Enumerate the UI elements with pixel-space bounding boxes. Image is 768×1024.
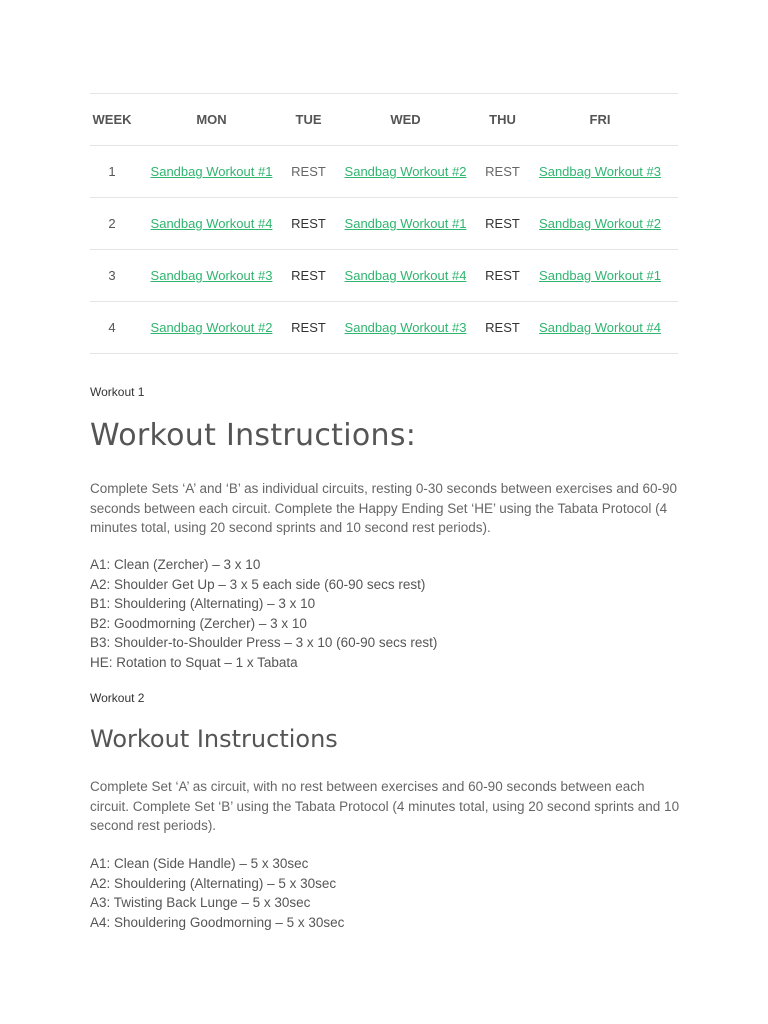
list-item: A3: Twisting Back Lunge – 5 x 30sec [90, 895, 311, 910]
list-item: A2: Shoulder Get Up – 3 x 5 each side (60-90 secs rest) [90, 576, 426, 592]
week-cell: 1 [90, 146, 134, 198]
rest-cell: REST [289, 198, 328, 250]
rest-cell: REST [289, 146, 328, 198]
workout-1-label: Workout 1 [90, 385, 145, 399]
workout-link[interactable]: Sandbag Workout #1 [150, 164, 273, 179]
table-row [90, 250, 678, 302]
fri-cell [522, 146, 678, 198]
week-cell: 3 [90, 250, 134, 302]
table-row [90, 198, 678, 250]
workout-2-exercise-list [90, 854, 344, 932]
workout-link[interactable]: Sandbag Workout #3 [344, 320, 467, 335]
workout-2-label: Workout 2 [90, 691, 145, 705]
workout-schedule-table [90, 93, 678, 354]
rest-cell: REST [483, 198, 522, 250]
column-header-mon: MON [134, 94, 289, 146]
list-item: B1: Shouldering (Alternating) – 3 x 10 [90, 596, 316, 611]
column-header-fri: FRI [522, 94, 678, 146]
list-item: A1: Clean (Side Handle) – 5 x 30sec [90, 856, 309, 871]
fri-cell [522, 198, 678, 250]
workout-link[interactable]: Sandbag Workout #2 [539, 216, 661, 231]
fri-cell [522, 250, 678, 302]
column-header-wed: WED [328, 94, 483, 146]
wed-cell [328, 146, 483, 198]
mon-cell [134, 250, 289, 302]
workout-1-instructions: Complete Sets ‘A’ and ‘B’ as individual circuits, resting 0-30 seconds between exercises and 60-90 seconds between each circuit. Complete the Happy Ending Set ‘HE’ using the Tabata Protocol (4 minutes total, using 20 second sprints and 10 second rest periods). [90, 481, 678, 535]
workout-link[interactable]: Sandbag Workout #4 [344, 268, 467, 283]
article-content [90, 93, 680, 930]
table-header-row [90, 94, 678, 146]
list-item: A4: Shouldering Goodmorning – 5 x 30sec [90, 914, 345, 930]
wed-cell [328, 302, 483, 354]
column-header-tue: TUE [289, 94, 328, 146]
mon-cell [134, 146, 289, 198]
workout-2-heading: Workout Instructions [90, 725, 338, 753]
workout-link[interactable]: Sandbag Workout #3 [150, 268, 273, 283]
workout-link[interactable]: Sandbag Workout #2 [344, 164, 467, 179]
list-item: HE: Rotation to Squat – 1 x Tabata [90, 654, 298, 670]
fri-cell [522, 302, 678, 354]
workout-link[interactable]: Sandbag Workout #1 [539, 268, 661, 283]
workout-link[interactable]: Sandbag Workout #1 [344, 216, 467, 231]
workout-2-instructions: Complete Set ‘A’ as circuit, with no rest between exercises and 60-90 seconds between each circuit. Complete Set ‘B’ using the Tabata Protocol (4 minutes total, using 20 second sprints and 10 second rest periods). [90, 779, 680, 833]
wed-cell [328, 198, 483, 250]
column-header-thu: THU [483, 94, 522, 146]
column-header-week: WEEK [90, 94, 134, 146]
workout-link[interactable]: Sandbag Workout #3 [539, 164, 661, 179]
wed-cell [328, 250, 483, 302]
rest-cell: REST [289, 302, 328, 354]
workout-link[interactable]: Sandbag Workout #4 [150, 216, 273, 231]
workout-link[interactable]: Sandbag Workout #4 [539, 320, 661, 335]
week-cell: 2 [90, 198, 134, 250]
rest-cell: REST [483, 250, 522, 302]
table-row [90, 146, 678, 198]
mon-cell [134, 198, 289, 250]
list-item: A1: Clean (Zercher) – 3 x 10 [90, 557, 261, 572]
list-item: B3: Shoulder-to-Shoulder Press – 3 x 10 (60-90 secs rest) [90, 635, 438, 650]
list-item: B2: Goodmorning (Zercher) – 3 x 10 [90, 615, 307, 631]
list-item: A2: Shouldering (Alternating) – 5 x 30sec [90, 875, 337, 891]
mon-cell [134, 302, 289, 354]
workout-link[interactable]: Sandbag Workout #2 [150, 320, 273, 335]
workout-1-heading: Workout Instructions: [90, 418, 417, 453]
rest-cell: REST [483, 302, 522, 354]
workout-1-exercise-list [90, 555, 437, 672]
rest-cell: REST [483, 146, 522, 198]
table-row [90, 302, 678, 354]
week-cell: 4 [90, 302, 134, 354]
rest-cell: REST [289, 250, 328, 302]
